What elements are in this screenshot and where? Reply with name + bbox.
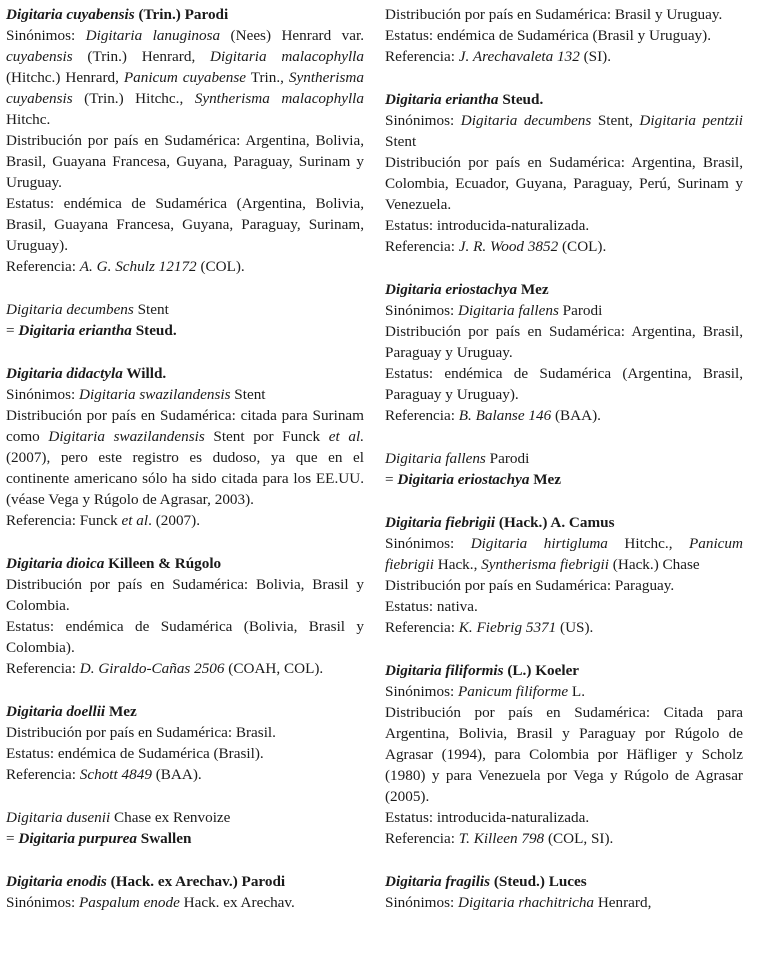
text-run: Stent <box>133 301 169 318</box>
entry-line <box>6 807 364 828</box>
text-run: Referencia: <box>385 48 459 65</box>
entry-line <box>6 722 364 743</box>
text-run: (Hack.) A. Camus <box>495 514 615 531</box>
taxon-name: Digitaria enodis <box>6 873 107 890</box>
taxon-name: et al <box>121 512 149 529</box>
entry-spacer <box>6 785 364 807</box>
text-run: Distribución por país en Sudamérica: Argentina, Brasil, Colombia, Ecuador, Guyana, Paraguay, Perú, Surinam y Venezuela. <box>385 154 743 213</box>
text-run: (BAA). <box>551 407 601 424</box>
text-run: Estatus: endémica de Sudamérica (Bolivia, Brasil y Colombia). <box>6 618 364 656</box>
species-heading <box>6 4 364 25</box>
entry-line <box>385 575 743 596</box>
text-run: Referencia: <box>385 830 459 847</box>
taxon-name: Digitaria decumbens <box>460 112 592 129</box>
entry-line <box>385 110 743 152</box>
species-entry-dusenii-syn <box>6 807 364 849</box>
entry-line <box>385 533 743 575</box>
entry-line <box>6 658 364 679</box>
entry-line <box>6 828 364 849</box>
species-entry-dioica <box>6 553 364 679</box>
taxon-name: Digitaria fiebrigii <box>385 514 496 531</box>
text-run: Stent <box>385 133 417 150</box>
text-run: (SI). <box>579 48 612 65</box>
text-run: Hack. ex Arechav. <box>179 894 295 911</box>
text-run: = <box>385 471 398 488</box>
taxon-name: Digitaria dioica <box>6 555 105 572</box>
right-column <box>385 4 743 913</box>
text-run: (L.) Koeler <box>503 662 580 679</box>
text-run: Distribución por país en Sudamérica: Argentina, Brasil, Paraguay y Uruguay. <box>385 323 743 361</box>
entry-line <box>385 300 743 321</box>
taxon-name: Digitaria fragilis <box>385 873 491 890</box>
text-run: L. <box>568 683 585 700</box>
text-run: Stent, <box>591 112 640 129</box>
entry-line <box>385 46 743 67</box>
entry-line <box>385 448 743 469</box>
taxon-name: Syntherisma cuyabensis <box>6 69 364 107</box>
species-entry-fallens-syn <box>385 448 743 490</box>
text-run: Sinónimos: <box>385 302 459 319</box>
text-run: Trin., <box>246 69 289 86</box>
entry-line <box>6 130 364 193</box>
text-run: Referencia: <box>6 766 80 783</box>
species-entry-doellii <box>6 701 364 785</box>
taxon-name: Panicum cuyabense <box>123 69 247 86</box>
taxon-name: B. Balanse 146 <box>458 407 552 424</box>
text-run: Hack., <box>433 556 482 573</box>
entry-spacer <box>6 341 364 363</box>
taxon-name: Syntherisma fiebrigii <box>481 556 609 573</box>
entry-line <box>385 807 743 828</box>
taxon-name: Digitaria filiformis <box>385 662 504 679</box>
entry-line <box>385 892 743 913</box>
entry-spacer <box>6 849 364 871</box>
text-run: Killeen & Rúgolo <box>104 555 222 572</box>
text-run: Swallen <box>136 830 192 847</box>
species-entry-eriostachya <box>385 279 743 426</box>
text-run: Mez <box>529 471 562 488</box>
species-entry-decumbens-syn <box>6 299 364 341</box>
left-column <box>6 4 364 913</box>
taxon-name: Digitaria eriantha <box>18 322 132 339</box>
species-entry-enodis-cont <box>385 4 743 67</box>
entry-line <box>385 4 743 25</box>
entry-line <box>385 321 743 363</box>
text-run: Parodi <box>485 450 530 467</box>
entry-line <box>6 574 364 616</box>
text-run: Sinónimos: <box>6 386 80 403</box>
entry-spacer <box>385 426 743 448</box>
text-run: Estatus: nativa. <box>385 598 478 615</box>
taxon-name: Paspalum enode <box>79 894 180 911</box>
taxon-name: Digitaria doellii <box>6 703 106 720</box>
taxon-name: Digitaria decumbens <box>6 301 134 318</box>
taxon-name: Panicum filiforme <box>458 683 569 700</box>
text-run: (Trin.) Parodi <box>134 6 229 23</box>
text-run: Estatus: introducida-naturalizada. <box>385 809 590 826</box>
text-run: Henrard, <box>594 894 652 911</box>
text-run: Stent <box>230 386 266 403</box>
text-run: Estatus: endémica de Sudamérica (Argentina, Bolivia, Brasil, Guayana Francesa, Guyana, Paraguay, Surinam, Uruguay). <box>6 195 364 254</box>
entry-spacer <box>6 531 364 553</box>
text-run: (US). <box>556 619 594 636</box>
species-entry-fragilis <box>385 871 743 913</box>
taxon-name: Syntherisma malacophylla <box>194 90 364 107</box>
entry-line <box>6 764 364 785</box>
text-run: Distribución por país en Sudamérica: Brasil. <box>6 724 276 741</box>
text-run: Steud. <box>498 91 544 108</box>
taxon-name: J. R. Wood 3852 <box>458 238 559 255</box>
entry-line <box>385 405 743 426</box>
text-run: (COL). <box>196 258 245 275</box>
taxon-name: Digitaria hirtigluma <box>470 535 608 552</box>
text-run: Sinónimos: <box>385 535 471 552</box>
text-run: (Nees) Henrard var. <box>220 27 364 44</box>
text-run: Referencia: <box>6 660 80 677</box>
text-run: Distribución por país en Sudamérica: Brasil y Uruguay. <box>385 6 723 23</box>
text-run: Hitchc., <box>607 535 689 552</box>
text-run: Estatus: endémica de Sudamérica (Argentina, Brasil, Paraguay y Uruguay). <box>385 365 743 403</box>
entry-line <box>6 510 364 531</box>
text-run: Parodi <box>558 302 603 319</box>
entry-line <box>385 25 743 46</box>
taxon-name: J. Arechavaleta 132 <box>458 48 580 65</box>
taxon-name: cuyabensis <box>6 48 73 65</box>
text-run: Distribución por país en Sudamérica: citada para Surinam como <box>6 407 364 445</box>
species-heading <box>6 363 364 384</box>
species-entry-fiebrigii <box>385 512 743 638</box>
taxon-name: K. Fiebrig 5371 <box>458 619 557 636</box>
entry-spacer <box>385 849 743 871</box>
taxon-name: Digitaria purpurea <box>18 830 137 847</box>
text-run: Estatus: endémica de Sudamérica (Brasil y Uruguay). <box>385 27 712 44</box>
text-run: Stent por Funck <box>204 428 329 445</box>
text-run: = <box>6 322 19 339</box>
text-run: (Hitchc.) Henrard, <box>6 69 124 86</box>
text-run: (Hack.) Chase <box>609 556 700 573</box>
text-run: (Hack. ex Arechav.) Parodi <box>106 873 286 890</box>
taxon-name: Digitaria cuyabensis <box>6 6 135 23</box>
text-run: Chase ex Renvoize <box>110 809 231 826</box>
species-heading <box>6 553 364 574</box>
entry-line <box>6 256 364 277</box>
text-run: Mez <box>517 281 549 298</box>
taxon-name: Digitaria pentzii <box>639 112 743 129</box>
text-run: Steud. <box>131 322 177 339</box>
entry-line <box>6 384 364 405</box>
taxon-name: Digitaria lanuginosa <box>85 27 221 44</box>
taxon-name: Schott 4849 <box>79 766 152 783</box>
species-entry-enodis <box>6 871 364 913</box>
species-heading <box>385 279 743 300</box>
taxon-name: Digitaria fallens <box>458 302 559 319</box>
text-run: Sinónimos: <box>385 112 461 129</box>
text-run: Distribución por país en Sudamérica: Bolivia, Brasil y Colombia. <box>6 576 364 614</box>
text-run: (Trin.) Henrard, <box>72 48 211 65</box>
species-heading <box>385 660 743 681</box>
text-run: (Steud.) Luces <box>490 873 587 890</box>
entry-spacer <box>385 490 743 512</box>
text-run: (COAH, COL). <box>224 660 324 677</box>
text-run: . (2007). <box>148 512 201 529</box>
text-run: (Trin.) Hitchc., <box>72 90 195 107</box>
taxon-name: Digitaria swazilandensis <box>79 386 231 403</box>
text-run: Referencia: <box>385 407 459 424</box>
text-run: Referencia: <box>385 238 459 255</box>
text-run: Referencia: Funck <box>6 512 122 529</box>
text-run: Estatus: introducida-naturalizada. <box>385 217 590 234</box>
entry-line <box>385 681 743 702</box>
entry-line <box>385 617 743 638</box>
entry-line <box>6 743 364 764</box>
entry-line <box>6 320 364 341</box>
species-heading <box>385 89 743 110</box>
text-run: (BAA). <box>151 766 202 783</box>
entry-spacer <box>385 67 743 89</box>
entry-line <box>385 702 743 807</box>
taxon-name: et al. <box>328 428 365 445</box>
entry-line <box>6 25 364 130</box>
taxon-name: T. Killeen 798 <box>458 830 545 847</box>
taxon-name: Panicum fiebrigii <box>385 535 743 573</box>
taxon-name: Digitaria swazilandensis <box>48 428 205 445</box>
entry-line <box>385 236 743 257</box>
text-run: (COL). <box>558 238 607 255</box>
taxon-name: Digitaria eriantha <box>385 91 499 108</box>
entry-line <box>385 828 743 849</box>
taxon-name: A. G. Schulz 12172 <box>79 258 197 275</box>
taxon-name: Digitaria dusenii <box>6 809 111 826</box>
entry-line <box>385 469 743 490</box>
taxon-name: Digitaria fallens <box>385 450 486 467</box>
entry-line <box>6 405 364 510</box>
text-run: Sinónimos: <box>6 27 86 44</box>
text-run: Estatus: endémica de Sudamérica (Brasil). <box>6 745 264 762</box>
taxon-name: D. Giraldo-Cañas 2506 <box>79 660 225 677</box>
entry-line <box>6 616 364 658</box>
entry-line <box>6 299 364 320</box>
entry-line <box>6 892 364 913</box>
species-heading <box>6 701 364 722</box>
species-heading <box>385 871 743 892</box>
species-entry-filiformis <box>385 660 743 849</box>
text-run: Distribución por país en Sudamérica: Argentina, Bolivia, Brasil, Guayana Francesa, Guyana, Paraguay, Surinam y Uruguay. <box>6 132 364 191</box>
taxon-name: Digitaria rhachitricha <box>458 894 595 911</box>
text-run: Mez <box>105 703 137 720</box>
species-entry-didactyla <box>6 363 364 531</box>
text-run: Willd. <box>122 365 167 382</box>
entry-line <box>385 152 743 215</box>
text-run: Referencia: <box>6 258 80 275</box>
text-run: Sinónimos: <box>385 894 459 911</box>
species-heading <box>385 512 743 533</box>
entry-spacer <box>6 679 364 701</box>
text-run: Distribución por país en Sudamérica: Paraguay. <box>385 577 675 594</box>
text-run: (2007), pero este registro es dudoso, ya que en el continente americano sólo ha sido citada para los EE.UU. (véase Vega y Rúgolo de Agrasar, 2003). <box>6 449 364 508</box>
text-run: Distribución por país en Sudamérica: Citada para Argentina, Bolivia, Brasil y Paraguay por Rúgolo de Agrasar (1994), para Colombia por Häfliger y Scholz (1980) y para Venezuela por Vega y Rúgolo de Agrasar (2005). <box>385 704 743 805</box>
entry-line <box>385 596 743 617</box>
entry-line <box>6 193 364 256</box>
text-run: Sinónimos: <box>6 894 80 911</box>
taxon-name: Digitaria eriostachya <box>385 281 518 298</box>
text-run: Referencia: <box>385 619 459 636</box>
entry-line <box>385 363 743 405</box>
text-run: (COL, SI). <box>544 830 614 847</box>
species-heading <box>6 871 364 892</box>
text-run: Hitchc. <box>6 111 51 128</box>
species-entry-eriantha <box>385 89 743 257</box>
text-run: Sinónimos: <box>385 683 459 700</box>
taxon-name: Digitaria eriostachya <box>397 471 530 488</box>
entry-line <box>385 215 743 236</box>
species-entry-cuyabensis <box>6 4 364 277</box>
entry-spacer <box>385 638 743 660</box>
entry-spacer <box>6 277 364 299</box>
entry-spacer <box>385 257 743 279</box>
taxon-name: Digitaria malacophylla <box>210 48 364 65</box>
taxon-name: Digitaria didactyla <box>6 365 123 382</box>
text-run: = <box>6 830 19 847</box>
